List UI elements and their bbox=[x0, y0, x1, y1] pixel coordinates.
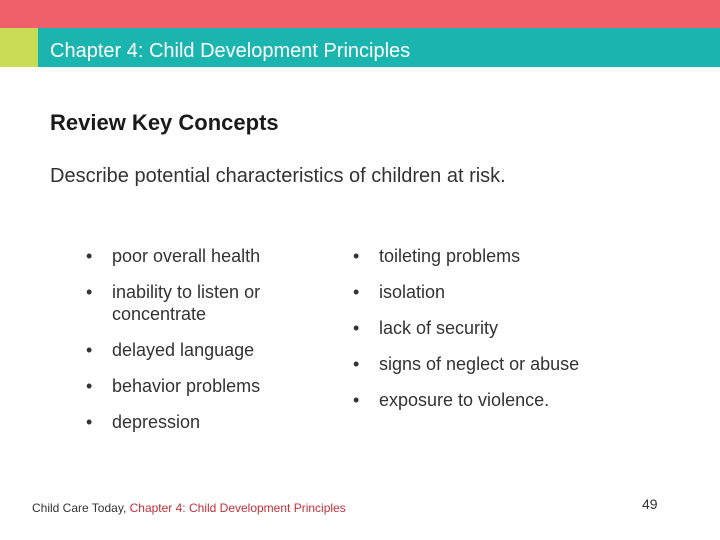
list-item-text: lack of security bbox=[379, 318, 499, 338]
list-item-text: toileting problems bbox=[379, 246, 521, 266]
list-item bbox=[86, 245, 316, 267]
footer-book-title: Child Care Today, bbox=[32, 501, 130, 515]
bullet-marker: • bbox=[353, 354, 360, 374]
list-item-text: behavior problems bbox=[112, 376, 261, 396]
bullet-list-left bbox=[86, 245, 316, 447]
bullet-marker: • bbox=[353, 318, 360, 338]
list-item bbox=[86, 411, 316, 433]
list-item bbox=[86, 281, 316, 325]
list-item-text: signs of neglect or abuse bbox=[379, 354, 580, 374]
bullet-marker: • bbox=[353, 246, 360, 266]
page-number: 49 bbox=[642, 496, 658, 512]
list-item bbox=[353, 317, 653, 339]
list-item-text: exposure to violence. bbox=[379, 390, 550, 410]
list-item bbox=[353, 245, 653, 267]
bullet-marker: • bbox=[86, 412, 93, 432]
bullet-list-right bbox=[353, 245, 653, 425]
list-item-text: poor overall health bbox=[112, 246, 261, 266]
bullet-marker: • bbox=[86, 282, 93, 302]
bullet-marker: • bbox=[86, 340, 93, 360]
list-item-text: inability to listen or concentrate bbox=[112, 282, 261, 324]
footer-chapter: Chapter 4: Child Development Principles bbox=[129, 501, 346, 515]
bullet-marker: • bbox=[353, 390, 360, 410]
list-item-text: isolation bbox=[379, 282, 446, 302]
list-item bbox=[86, 339, 316, 361]
list-item bbox=[353, 353, 653, 375]
intro-text: Describe potential characteristics of children at risk. bbox=[50, 165, 506, 187]
footer-citation bbox=[32, 501, 346, 516]
list-item-text: delayed language bbox=[112, 340, 255, 360]
list-item-text: depression bbox=[112, 412, 201, 432]
slide-title: Chapter 4: Child Development Principles bbox=[50, 40, 411, 62]
section-heading: Review Key Concepts bbox=[50, 110, 279, 135]
bullet-marker: • bbox=[86, 376, 93, 396]
top-color-band bbox=[0, 0, 720, 28]
list-item bbox=[86, 375, 316, 397]
bullet-marker: • bbox=[86, 246, 93, 266]
list-item bbox=[353, 389, 653, 411]
accent-block bbox=[0, 28, 38, 67]
list-item bbox=[353, 281, 653, 303]
bullet-marker: • bbox=[353, 282, 360, 302]
